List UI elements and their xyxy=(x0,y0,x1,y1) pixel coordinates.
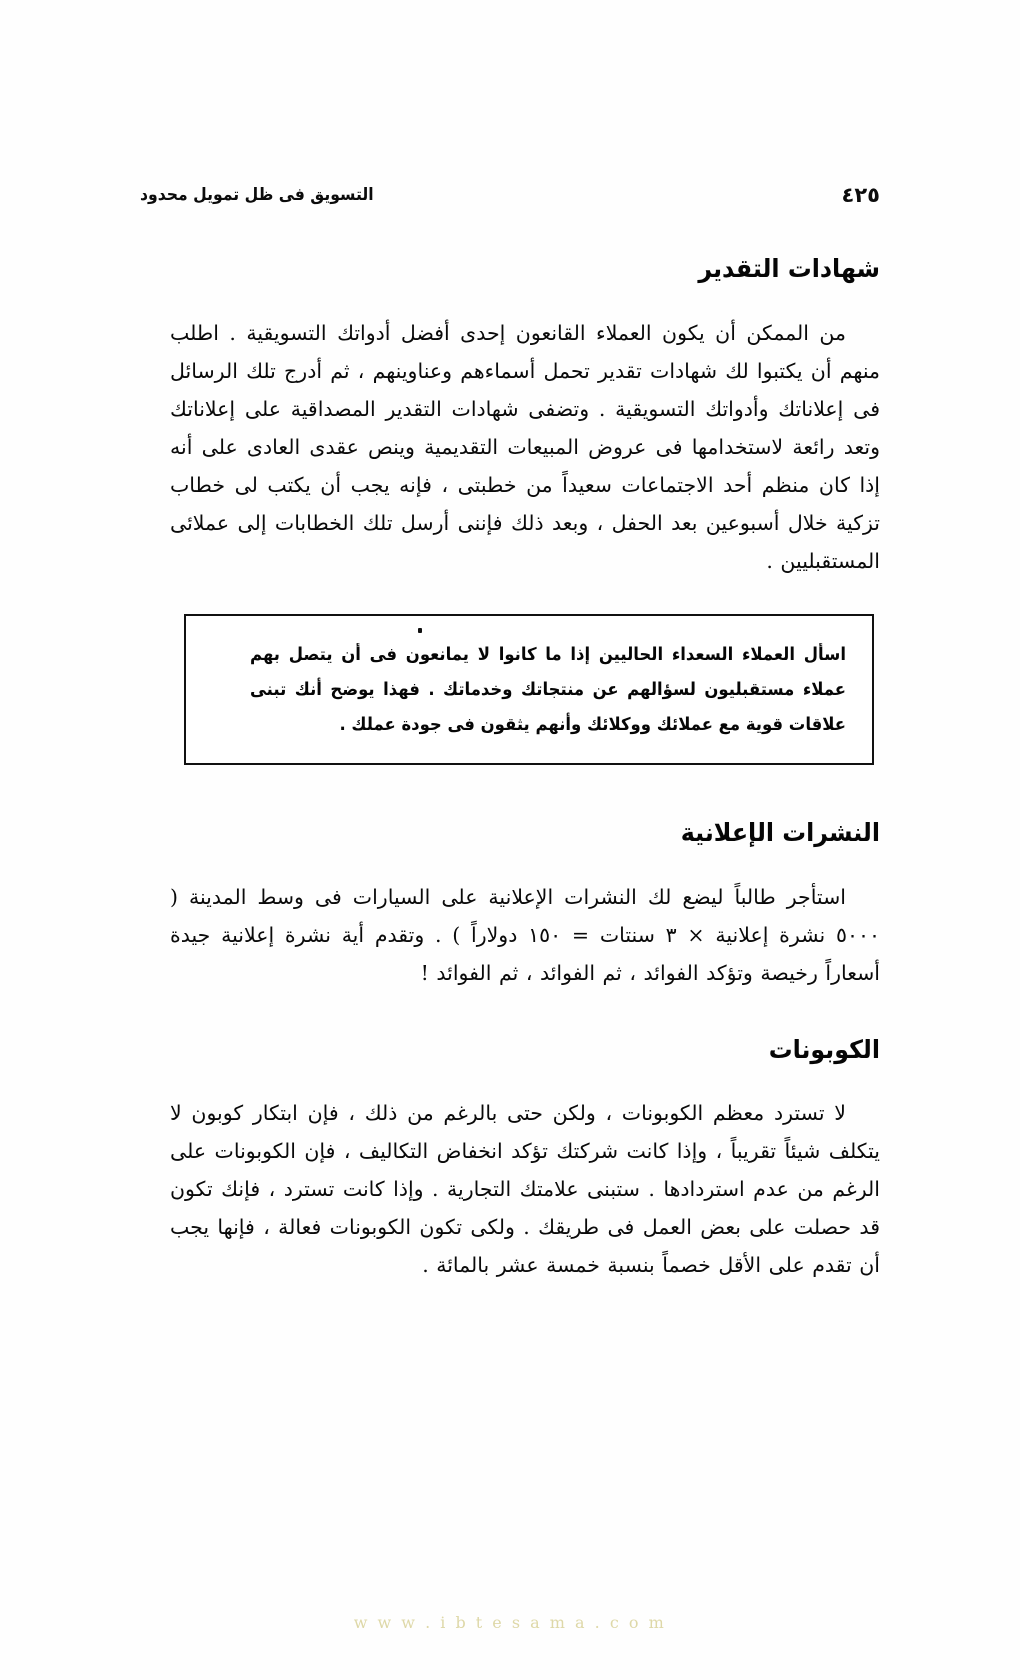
content-column xyxy=(170,255,880,1284)
page-number: ٤٢٥ xyxy=(841,183,880,207)
ink-speck xyxy=(418,628,422,633)
running-head xyxy=(140,183,880,213)
callout-box xyxy=(184,614,874,765)
section-heading-certificates: شهادات التقدير xyxy=(698,254,880,283)
section-paragraph-flyers: استأجر طالباً ليضع لك النشرات الإعلانية على السيارات فى وسط المدينة ( ٥٠٠٠ نشرة إعلانية × ٣ سنتات = ١٥٠ دولاراً ) . وتقدم أية نشرة إعلانية جيدة أسعاراً رخيصة وتؤكد الفوائد ، ثم الفوائد ، ثم الفوائد ! xyxy=(170,884,880,985)
section-paragraph-certificates: من الممكن أن يكون العملاء القانعون إحدى أفضل أدواتك التسويقية . اطلب منهم أن يكتبوا لك شهادات تقدير تحمل أسماءهم وعناوينهم ، ثم أدرج تلك الرسائل فى إعلاناتك وأدواتك التسويقية . وتضفى شهادات التقدير المصداقية على إعلاناتك وتعد رائعة لاستخدامها فى عروض المبيعات التقديمية وينص عقدى العادى على أنه إذا كان منظم أحد الاجتماعات سعيداً من خطبتى ، فإنه يجب أن يكتب لى خطاب تزكية خلال أسبوعين بعد الحفل ، وبعد ذلك فإننى أرسل تلك الخطابات إلى عملائى المستقبليين . xyxy=(170,320,880,573)
callout-text: اسأل العملاء السعداء الحاليين إذا ما كانوا لا يمانعون فى أن يتصل بهم عملاء مستقبليون لسؤالهم عن منتجاتك وخدماتك . فهذا يوضح أنك تبنى علاقات قوية مع عملائك ووكلائك وأنهم يثقون فى جودة عملك . xyxy=(250,644,846,735)
section-paragraph-coupons: لا تسترد معظم الكوبونات ، ولكن حتى بالرغم من ذلك ، فإن ابتكار كوبون لا يتكلف شيئاً تقريباً ، وإذا كانت شركتك تؤكد انخفاض التكاليف ، فإن الكوبونات على الرغم من عدم استردادها . ستبنى علامتك التجارية . وإذا كانت تسترد ، فإنك تكون قد حصلت على بعض العمل فى طريقك . ولكى تكون الكوبونات فعالة ، فإنها يجب أن تقدم على الأقل خصماً بنسبة خمسة عشر بالمائة . xyxy=(170,1101,880,1278)
footer-watermark: w w w . i b t e s a m a . c o m xyxy=(353,1613,667,1632)
section-heading-flyers: النشرات الإعلانية xyxy=(680,817,880,847)
running-head-title: التسويق فى ظل تمويل محدود xyxy=(140,185,374,205)
section-heading-coupons: الكوبونات xyxy=(768,1034,880,1064)
